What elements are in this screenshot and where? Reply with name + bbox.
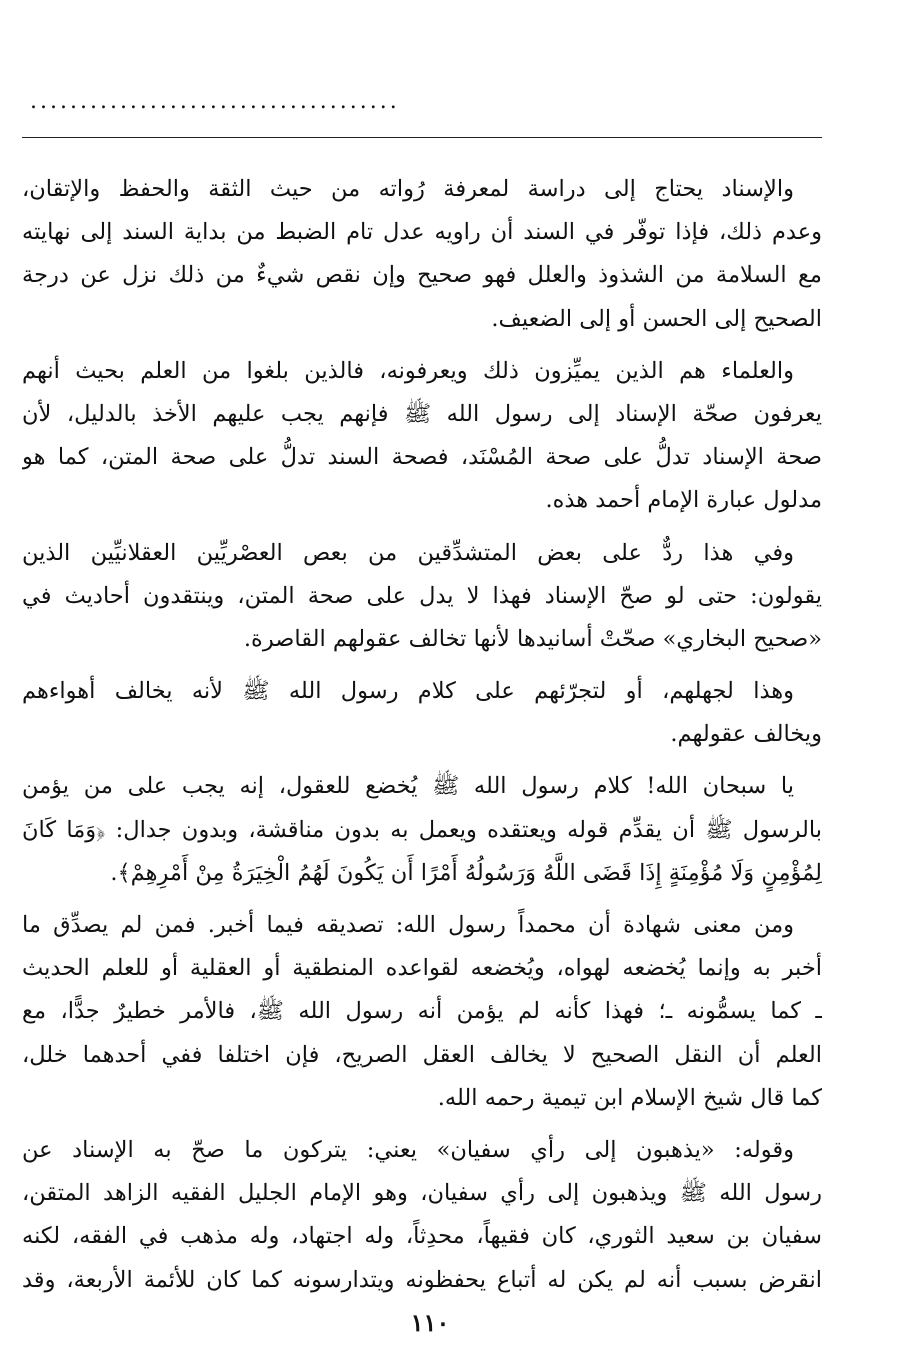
page-number: ١١٠ (410, 1308, 450, 1337)
paragraph-5 (22, 765, 822, 895)
text-line: رسول الله ﷺ ويذهبون إلى رأي سفيان، وهو الإمام الجليل الفقيه الزاهد المتقن، (22, 1180, 822, 1207)
text-line: بالرسول ﷺ أن يقدِّم قوله ويعتقده ويعمل به بدون مناقشة، وبدون جدال: ﴿وَمَا كَانَ (22, 816, 822, 843)
paragraph-3 (22, 532, 822, 662)
text-line: ومن معنى شهادة أن محمداً رسول الله: تصديقه فيما أخبر. فمن لم يصدِّق ما (22, 912, 794, 938)
text-line: العلم أن النقل الصحيح لا يخالف العقل الصريح، فإن اختلفا ففي أحدهما خلل، (22, 1041, 822, 1068)
text-line: أخبر به وإنما يُخضعه لهواه، ويُخضعه لقواعده المنطقية أو العقلية أو للعلم الحديث (22, 955, 822, 982)
text-line: والإسناد يحتاج إلى دراسة لمعرفة رُواته من حيث الثقة والحفظ والإتقان، (22, 176, 794, 202)
paragraph-7 (22, 1129, 822, 1302)
text-line: مدلول عبارة الإمام أحمد هذه. (545, 487, 822, 514)
text-line: يقولون: حتى لو صحّ الإسناد فهذا لا يدل على صحة المتن، وينتقدون أحاديث في (22, 582, 822, 609)
text-line: كما قال شيخ الإسلام ابن تيمية رحمه الله. (437, 1084, 822, 1111)
paragraph-6 (22, 904, 822, 1120)
text-line: وفي هذا ردٌّ على بعض المتشدِّقين من بعص العصْريِّين العقلانيِّين الذين (22, 539, 794, 566)
text-line: ويخالف عقولهم. (670, 721, 822, 748)
paragraph-1 (22, 168, 822, 341)
paragraph-2 (22, 350, 822, 523)
body-text (22, 168, 822, 1311)
text-line: انقرض بسبب أنه لم يكن له أتباع يحفظونه ويتدارسونه كما كان للأئمة الأربعة، وقد (22, 1266, 822, 1293)
text-line: والعلماء هم الذين يميِّزون ذلك ويعرفونه، فالذين بلغوا من العلم بحيث أنهم (22, 357, 794, 384)
text-line: ـ كما يسمُّونه ـ؛ فهذا كأنه لم يؤمن أنه رسول الله ﷺ، فالأمر خطيرٌ جدًّا، مع (22, 998, 822, 1025)
text-line: «صحيح البخاري» صحّتْ أسانيدها لأنها تخالف عقولهم القاصرة. (243, 625, 822, 652)
text-line: وعدم ذلك، فإذا توفّر في السند أن راويه عدل تام الضبط من بداية السند إلى نهايته (22, 219, 822, 246)
text-line: يعرفون صحّة الإسناد إلى رسول الله ﷺ فإنهم يجب عليهم الأخذ بالدليل، لأن (22, 400, 822, 427)
text-line: سفيان بن سعيد الثوري، كان فقيهاً، محدِثاً، وله اجتهاد، وله مذهب في الفقه، لكنه (22, 1223, 822, 1250)
quran-verse-line: لِمُؤْمِنٍ وَلَا مُؤْمِنَةٍ إِذَا قَضَى اللَّهُ وَرَسُولُهُ أَمْرًا أَن يَكُونَ لَهُمُ الْخِيَرَةُ مِنْ أَمْرِهِمْ﴾. (110, 859, 822, 886)
text-line: وقوله: «يذهبون إلى رأي سفيان» يعني: يتركون ما صحّ به الإسناد عن (22, 1136, 794, 1163)
text-line: صحة الإسناد تدلُّ على صحة المُسْنَد، فصحة السند تدلُّ على صحة المتن، كما هو (22, 444, 822, 471)
paragraph-4 (22, 670, 822, 756)
text-line: مع السلامة من الشذوذ والعلل فهو صحيح وإن نقص شيءٌ من ذلك نزل عن درجة (22, 262, 822, 289)
text-line: الصحيح إلى الحسن أو إلى الضعيف. (491, 305, 822, 332)
text-line: وهذا لجهلهم، أو لتجرّئهم على كلام رسول الله ﷺ لأنه يخالف أهواءهم (22, 678, 794, 705)
header-dots: ..................................... (30, 92, 400, 112)
text-line: يا سبحان الله! كلام رسول الله ﷺ يُخضع للعقول، إنه يجب على من يؤمن (22, 773, 794, 800)
header-rule (22, 137, 822, 138)
